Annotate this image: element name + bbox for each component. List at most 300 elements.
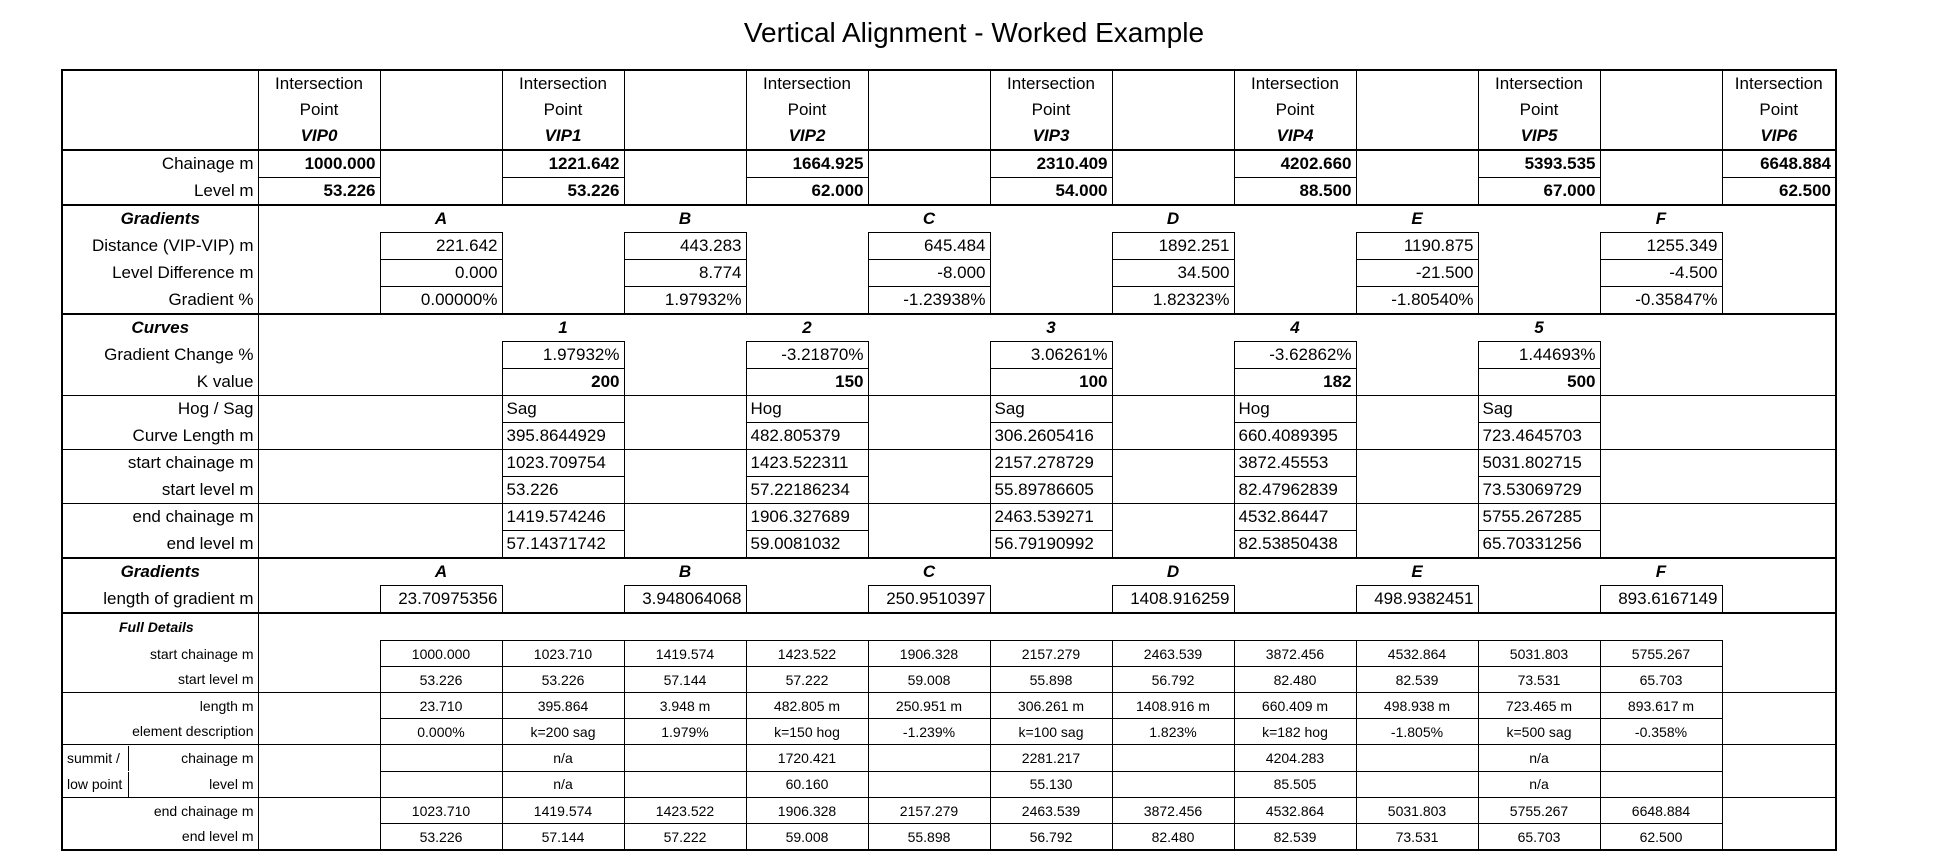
vip-header-line1-cell: Intersection bbox=[258, 70, 380, 97]
empty-cell bbox=[746, 586, 868, 614]
level-diff-row bbox=[62, 260, 1836, 287]
empty-cell bbox=[258, 558, 380, 586]
fd-length-row-cell: 660.409 m bbox=[1234, 693, 1356, 719]
fd-start-chainage-row-cell: 3872.456 bbox=[1234, 641, 1356, 667]
level-row-cell: 62.000 bbox=[746, 178, 868, 206]
empty-cell bbox=[1356, 613, 1478, 641]
fd-start-chainage-row-cell: 1000.000 bbox=[380, 641, 502, 667]
curve-length-row-cell: 306.2605416 bbox=[990, 423, 1112, 450]
gradients2-heading-row bbox=[62, 558, 1836, 586]
fd-start-chainage-row-cell: 1023.710 bbox=[502, 641, 624, 667]
fd-length-row-label: length m bbox=[62, 693, 258, 719]
empty-cell bbox=[1600, 504, 1722, 531]
fd-end-chainage-row-cell: 1906.328 bbox=[746, 798, 868, 824]
fd-desc-row-cell: 1.823% bbox=[1112, 719, 1234, 745]
empty-cell bbox=[624, 342, 746, 369]
k-value-row-cell: 150 bbox=[746, 369, 868, 396]
empty-cell bbox=[1112, 342, 1234, 369]
empty-cell bbox=[1722, 613, 1836, 641]
empty-cell bbox=[868, 314, 990, 342]
fd-start-level-row-cell: 82.539 bbox=[1356, 667, 1478, 693]
empty-cell bbox=[380, 70, 502, 97]
empty-cell bbox=[380, 342, 502, 369]
empty-cell bbox=[624, 531, 746, 559]
vip-header-line2-cell: Point bbox=[502, 97, 624, 123]
gradients2-heading-row-cell: B bbox=[624, 558, 746, 586]
fd-end-level-row-cell: 62.500 bbox=[1600, 824, 1722, 851]
empty-cell bbox=[990, 287, 1112, 315]
vip-header-line2-cell: Point bbox=[1478, 97, 1600, 123]
empty-cell bbox=[1356, 423, 1478, 450]
gradients-heading-row-label: Gradients bbox=[62, 205, 258, 233]
empty-cell bbox=[868, 504, 990, 531]
empty-cell bbox=[1356, 97, 1478, 123]
fd-start-level-row-cell: 53.226 bbox=[380, 667, 502, 693]
empty-cell bbox=[1356, 150, 1478, 178]
gradient-row-cell: -1.80540% bbox=[1356, 287, 1478, 315]
empty-cell bbox=[380, 477, 502, 504]
fd-start-chainage-row-cell: 2463.539 bbox=[1112, 641, 1234, 667]
gradients2-heading-row-cell: C bbox=[868, 558, 990, 586]
fd-start-chainage-row-cell: 4532.864 bbox=[1356, 641, 1478, 667]
empty-cell bbox=[1356, 531, 1478, 559]
distance-row-cell: 1255.349 bbox=[1600, 233, 1722, 260]
fd-summit-chainage-row bbox=[62, 745, 1836, 772]
end-chainage-row bbox=[62, 504, 1836, 531]
fd-summit-level-row-cell: n/a bbox=[1478, 771, 1600, 798]
fd-summit-level-row-cell bbox=[868, 771, 990, 798]
gradient-length-row-cell: 1408.916259 bbox=[1112, 586, 1234, 614]
chainage-row-cell: 1000.000 bbox=[258, 150, 380, 178]
vip-header-line2-cell: Point bbox=[1234, 97, 1356, 123]
fd-end-level-row-cell: 82.480 bbox=[1112, 824, 1234, 851]
empty-cell bbox=[258, 287, 380, 315]
level-row-cell: 53.226 bbox=[258, 178, 380, 206]
curves-heading-row bbox=[62, 314, 1836, 342]
empty-cell bbox=[868, 613, 990, 641]
level-row-cell: 53.226 bbox=[502, 178, 624, 206]
empty-cell bbox=[1234, 287, 1356, 315]
start-level-row-cell: 55.89786605 bbox=[990, 477, 1112, 504]
empty-cell bbox=[1722, 450, 1836, 477]
fd-start-level-row-label: start level m bbox=[62, 667, 258, 693]
empty-cell bbox=[1234, 613, 1356, 641]
level-row-cell: 62.500 bbox=[1722, 178, 1836, 206]
vip-name-row-cell: VIP1 bbox=[502, 123, 624, 150]
fd-end-chainage-row-cell: 1419.574 bbox=[502, 798, 624, 824]
empty-cell bbox=[1600, 450, 1722, 477]
gradient-length-row-label: length of gradient m bbox=[62, 586, 258, 614]
gradients-heading-row bbox=[62, 205, 1836, 233]
empty-cell bbox=[502, 613, 624, 641]
fd-summit-level-row-cell: n/a bbox=[502, 771, 624, 798]
empty-cell bbox=[746, 205, 868, 233]
empty-cell bbox=[1356, 450, 1478, 477]
end-level-row-cell: 65.70331256 bbox=[1478, 531, 1600, 559]
empty-cell bbox=[1112, 450, 1234, 477]
fd-desc-row-cell: -1.239% bbox=[868, 719, 990, 745]
fd-end-level-row-cell: 55.898 bbox=[868, 824, 990, 851]
fd-desc-row-cell: k=150 hog bbox=[746, 719, 868, 745]
empty-cell bbox=[746, 233, 868, 260]
chainage-row-cell: 6648.884 bbox=[1722, 150, 1836, 178]
empty-cell bbox=[624, 477, 746, 504]
empty-cell bbox=[1112, 314, 1234, 342]
fd-start-level-row-cell: 82.480 bbox=[1234, 667, 1356, 693]
gradients2-heading-row-cell: E bbox=[1356, 558, 1478, 586]
k-value-row-cell: 200 bbox=[502, 369, 624, 396]
gradient-length-row-cell: 23.70975356 bbox=[380, 586, 502, 614]
fd-start-chainage-row-cell: 1419.574 bbox=[624, 641, 746, 667]
start-chainage-row bbox=[62, 450, 1836, 477]
empty-cell bbox=[1234, 260, 1356, 287]
empty-cell bbox=[624, 150, 746, 178]
empty-cell bbox=[380, 450, 502, 477]
level-diff-row-cell: 8.774 bbox=[624, 260, 746, 287]
gradients-heading-row-cell: B bbox=[624, 205, 746, 233]
fd-desc-row-cell: -0.358% bbox=[1600, 719, 1722, 745]
empty-cell bbox=[258, 586, 380, 614]
empty-cell bbox=[258, 531, 380, 559]
empty-cell bbox=[1112, 178, 1234, 206]
fd-desc-row-cell: -1.805% bbox=[1356, 719, 1478, 745]
fd-summit-chainage-row-cell bbox=[868, 745, 990, 772]
vip-header-line1-cell: Intersection bbox=[746, 70, 868, 97]
empty-cell bbox=[746, 613, 868, 641]
k-value-row bbox=[62, 369, 1836, 396]
start-level-row-cell: 73.53069729 bbox=[1478, 477, 1600, 504]
curves-heading-row-cell: 2 bbox=[746, 314, 868, 342]
empty-cell bbox=[1112, 396, 1234, 423]
level-diff-row-cell: -8.000 bbox=[868, 260, 990, 287]
page-title: Vertical Alignment - Worked Example bbox=[743, 17, 1205, 48]
fd-summit-chainage-row-cell bbox=[1112, 745, 1234, 772]
empty-cell bbox=[1722, 586, 1836, 614]
empty-cell bbox=[1600, 531, 1722, 559]
summit-label-part: low point bbox=[63, 772, 129, 797]
fd-summit-chainage-row-cell bbox=[1600, 745, 1722, 772]
grad-change-row-cell: 3.06261% bbox=[990, 342, 1112, 369]
fd-start-level-row-cell: 57.144 bbox=[624, 667, 746, 693]
fd-length-row-cell: 23.710 bbox=[380, 693, 502, 719]
empty-cell bbox=[1478, 233, 1600, 260]
empty-cell bbox=[868, 477, 990, 504]
gradient-row-cell: 0.00000% bbox=[380, 287, 502, 315]
gradients-heading-row-cell: A bbox=[380, 205, 502, 233]
empty-cell bbox=[868, 369, 990, 396]
empty-cell bbox=[624, 369, 746, 396]
empty-cell bbox=[868, 450, 990, 477]
curve-length-row-cell: 395.8644929 bbox=[502, 423, 624, 450]
level-row bbox=[62, 178, 1836, 206]
vip-name-row-cell: VIP5 bbox=[1478, 123, 1600, 150]
fd-end-chainage-row bbox=[62, 798, 1836, 824]
curves-heading-row-label: Curves bbox=[62, 314, 258, 342]
empty-cell bbox=[1478, 287, 1600, 315]
empty-cell bbox=[380, 97, 502, 123]
empty-cell bbox=[1112, 531, 1234, 559]
empty-cell bbox=[868, 123, 990, 150]
empty-cell bbox=[258, 477, 380, 504]
curve-length-row-cell: 660.4089395 bbox=[1234, 423, 1356, 450]
empty-cell bbox=[1600, 396, 1722, 423]
curves-heading-row-cell: 3 bbox=[990, 314, 1112, 342]
empty-cell bbox=[1722, 558, 1836, 586]
gradient-length-row bbox=[62, 586, 1836, 614]
empty-cell bbox=[624, 70, 746, 97]
empty-cell bbox=[258, 745, 380, 772]
empty-cell bbox=[1356, 477, 1478, 504]
empty-cell bbox=[502, 558, 624, 586]
empty-cell bbox=[258, 314, 380, 342]
empty-cell bbox=[258, 369, 380, 396]
empty-cell bbox=[1722, 667, 1836, 693]
start-chainage-row-cell: 2157.278729 bbox=[990, 450, 1112, 477]
empty-cell bbox=[1600, 423, 1722, 450]
level-diff-row-label: Level Difference m bbox=[62, 260, 258, 287]
chainage-row bbox=[62, 150, 1836, 178]
vip-name-row-cell: VIP2 bbox=[746, 123, 868, 150]
fd-end-chainage-row-cell: 5755.267 bbox=[1478, 798, 1600, 824]
level-diff-row-cell: 0.000 bbox=[380, 260, 502, 287]
fd-start-level-row bbox=[62, 667, 1836, 693]
vip-name-row-cell: VIP6 bbox=[1722, 123, 1836, 150]
hogsag-row bbox=[62, 396, 1836, 423]
gradient-row-cell: -0.35847% bbox=[1600, 287, 1722, 315]
empty-cell bbox=[258, 693, 380, 719]
empty-cell bbox=[1722, 205, 1836, 233]
fd-end-level-row-cell: 53.226 bbox=[380, 824, 502, 851]
fd-start-level-row-cell: 57.222 bbox=[746, 667, 868, 693]
empty-cell bbox=[1112, 123, 1234, 150]
empty-cell bbox=[502, 205, 624, 233]
empty-cell bbox=[1722, 396, 1836, 423]
empty-cell bbox=[1112, 369, 1234, 396]
fd-end-chainage-row-cell: 6648.884 bbox=[1600, 798, 1722, 824]
gradient-row-cell: -1.23938% bbox=[868, 287, 990, 315]
start-chainage-row-cell: 3872.45553 bbox=[1234, 450, 1356, 477]
vip-header-line2-cell: Point bbox=[258, 97, 380, 123]
fd-summit-chainage-row-cell: 2281.217 bbox=[990, 745, 1112, 772]
fd-start-chainage-row-cell: 2157.279 bbox=[990, 641, 1112, 667]
gradients-heading-row-cell: D bbox=[1112, 205, 1234, 233]
chainage-row-cell: 2310.409 bbox=[990, 150, 1112, 178]
distance-row-cell: 645.484 bbox=[868, 233, 990, 260]
empty-cell bbox=[258, 613, 380, 641]
empty-cell bbox=[1112, 613, 1234, 641]
empty-cell bbox=[1600, 342, 1722, 369]
summit-sublabel: chainage m bbox=[181, 749, 254, 766]
empty-cell bbox=[868, 97, 990, 123]
empty-cell bbox=[746, 260, 868, 287]
level-row-cell: 67.000 bbox=[1478, 178, 1600, 206]
level-row-label: Level m bbox=[62, 178, 258, 206]
vip-header-line2 bbox=[62, 97, 1836, 123]
start-level-row bbox=[62, 477, 1836, 504]
curves-heading-row-cell: 5 bbox=[1478, 314, 1600, 342]
fd-end-chainage-row-cell: 4532.864 bbox=[1234, 798, 1356, 824]
empty-cell bbox=[990, 558, 1112, 586]
fd-summit-level-row bbox=[62, 771, 1836, 798]
fd-end-chainage-row-cell: 5031.803 bbox=[1356, 798, 1478, 824]
empty-cell bbox=[624, 423, 746, 450]
curve-length-row bbox=[62, 423, 1836, 450]
fd-summit-chainage-row-cell: 1720.421 bbox=[746, 745, 868, 772]
grad-change-row-cell: 1.44693% bbox=[1478, 342, 1600, 369]
empty-cell bbox=[380, 396, 502, 423]
hogsag-row-cell: Sag bbox=[1478, 396, 1600, 423]
vip-header-line2-label bbox=[62, 97, 258, 123]
k-value-row-cell: 500 bbox=[1478, 369, 1600, 396]
empty-cell bbox=[1356, 396, 1478, 423]
vip-header-line1-cell: Intersection bbox=[1722, 70, 1836, 97]
fd-start-level-row-cell: 53.226 bbox=[502, 667, 624, 693]
end-level-row-label: end level m bbox=[62, 531, 258, 559]
vip-header-line1-cell: Intersection bbox=[502, 70, 624, 97]
fd-desc-row-label: element description bbox=[62, 719, 258, 745]
chainage-row-cell: 1221.642 bbox=[502, 150, 624, 178]
vip-header-line1-label bbox=[62, 70, 258, 97]
empty-cell bbox=[1600, 369, 1722, 396]
curve-length-row-cell: 482.805379 bbox=[746, 423, 868, 450]
fd-start-chainage-row-cell: 1906.328 bbox=[868, 641, 990, 667]
vip-header-line1 bbox=[62, 70, 1836, 97]
empty-cell bbox=[1722, 771, 1836, 798]
empty-cell bbox=[380, 531, 502, 559]
vip-header-line2-cell: Point bbox=[746, 97, 868, 123]
end-level-row-cell: 56.79190992 bbox=[990, 531, 1112, 559]
empty-cell bbox=[380, 314, 502, 342]
fd-start-chainage-row-cell: 5031.803 bbox=[1478, 641, 1600, 667]
vip-header-line1-cell: Intersection bbox=[1478, 70, 1600, 97]
empty-cell bbox=[1112, 150, 1234, 178]
empty-cell bbox=[380, 423, 502, 450]
distance-row-cell: 443.283 bbox=[624, 233, 746, 260]
empty-cell bbox=[1356, 314, 1478, 342]
fd-end-chainage-row-cell: 2157.279 bbox=[868, 798, 990, 824]
gradients2-heading-row-cell: A bbox=[380, 558, 502, 586]
start-chainage-row-cell: 1423.522311 bbox=[746, 450, 868, 477]
full-details-heading-row bbox=[62, 613, 1836, 641]
fd-end-level-row bbox=[62, 824, 1836, 851]
end-chainage-row-cell: 4532.86447 bbox=[1234, 504, 1356, 531]
empty-cell bbox=[1112, 70, 1234, 97]
empty-cell bbox=[868, 423, 990, 450]
empty-cell bbox=[380, 504, 502, 531]
empty-cell bbox=[1600, 150, 1722, 178]
fd-desc-row-cell: k=100 sag bbox=[990, 719, 1112, 745]
empty-cell bbox=[1722, 314, 1836, 342]
empty-cell bbox=[624, 314, 746, 342]
fd-summit-chainage-row-label bbox=[62, 745, 258, 772]
empty-cell bbox=[1234, 205, 1356, 233]
fd-start-level-row-cell: 55.898 bbox=[990, 667, 1112, 693]
curves-heading-row-cell: 4 bbox=[1234, 314, 1356, 342]
grad-change-row bbox=[62, 342, 1836, 369]
empty-cell bbox=[990, 205, 1112, 233]
empty-cell bbox=[258, 423, 380, 450]
fd-start-level-row-cell: 73.531 bbox=[1478, 667, 1600, 693]
empty-cell bbox=[1722, 641, 1836, 667]
fd-end-level-row-cell: 65.703 bbox=[1478, 824, 1600, 851]
fd-summit-level-row-cell bbox=[1356, 771, 1478, 798]
empty-cell bbox=[868, 150, 990, 178]
fd-summit-level-row-cell: 55.130 bbox=[990, 771, 1112, 798]
empty-cell bbox=[1722, 369, 1836, 396]
empty-cell bbox=[1722, 504, 1836, 531]
empty-cell bbox=[1356, 178, 1478, 206]
start-chainage-row-cell: 5031.802715 bbox=[1478, 450, 1600, 477]
fd-length-row bbox=[62, 693, 1836, 719]
chainage-row-cell: 4202.660 bbox=[1234, 150, 1356, 178]
empty-cell bbox=[624, 97, 746, 123]
fd-start-chainage-row-label: start chainage m bbox=[62, 641, 258, 667]
empty-cell bbox=[1722, 233, 1836, 260]
empty-cell bbox=[380, 613, 502, 641]
empty-cell bbox=[1722, 745, 1836, 772]
empty-cell bbox=[258, 667, 380, 693]
fd-summit-level-row-cell bbox=[1112, 771, 1234, 798]
empty-cell bbox=[1356, 342, 1478, 369]
start-chainage-row-cell: 1023.709754 bbox=[502, 450, 624, 477]
empty-cell bbox=[990, 233, 1112, 260]
fd-summit-chainage-row-cell bbox=[624, 745, 746, 772]
gradient-row-label: Gradient % bbox=[62, 287, 258, 315]
fd-summit-level-row-label bbox=[62, 771, 258, 798]
fd-length-row-cell: 498.938 m bbox=[1356, 693, 1478, 719]
empty-cell bbox=[1234, 233, 1356, 260]
gradients-heading-row-cell: C bbox=[868, 205, 990, 233]
empty-cell bbox=[258, 771, 380, 798]
gradients2-heading-row-label: Gradients bbox=[62, 558, 258, 586]
fd-start-level-row-cell: 56.792 bbox=[1112, 667, 1234, 693]
hogsag-row-cell: Hog bbox=[1234, 396, 1356, 423]
empty-cell bbox=[1478, 613, 1600, 641]
end-level-row-cell: 59.0081032 bbox=[746, 531, 868, 559]
gradients2-heading-row-cell: F bbox=[1600, 558, 1722, 586]
fd-length-row-cell: 306.261 m bbox=[990, 693, 1112, 719]
fd-end-level-row-label: end level m bbox=[62, 824, 258, 851]
fd-end-level-row-cell: 82.539 bbox=[1234, 824, 1356, 851]
k-value-row-label: K value bbox=[62, 369, 258, 396]
hogsag-row-cell: Sag bbox=[502, 396, 624, 423]
vip-header-line1-cell: Intersection bbox=[990, 70, 1112, 97]
fd-end-level-row-cell: 73.531 bbox=[1356, 824, 1478, 851]
summit-sublabel: level m bbox=[209, 775, 254, 792]
empty-cell bbox=[1478, 558, 1600, 586]
empty-cell bbox=[1112, 477, 1234, 504]
empty-cell bbox=[1722, 260, 1836, 287]
alignment-table bbox=[61, 69, 1837, 851]
gradients-heading-row-cell: F bbox=[1600, 205, 1722, 233]
fd-length-row-cell: 395.864 bbox=[502, 693, 624, 719]
fd-desc-row-cell: 1.979% bbox=[624, 719, 746, 745]
fd-length-row-cell: 3.948 m bbox=[624, 693, 746, 719]
empty-cell bbox=[258, 342, 380, 369]
fd-end-chainage-row-cell: 3872.456 bbox=[1112, 798, 1234, 824]
empty-cell bbox=[990, 586, 1112, 614]
hogsag-row-label: Hog / Sag bbox=[62, 396, 258, 423]
distance-row bbox=[62, 233, 1836, 260]
vip-name-row-label bbox=[62, 123, 258, 150]
grad-change-row-cell: -3.21870% bbox=[746, 342, 868, 369]
empty-cell bbox=[624, 178, 746, 206]
fd-summit-level-row-cell bbox=[624, 771, 746, 798]
end-level-row bbox=[62, 531, 1836, 559]
hogsag-row-cell: Hog bbox=[746, 396, 868, 423]
empty-cell bbox=[380, 150, 502, 178]
empty-cell bbox=[380, 369, 502, 396]
